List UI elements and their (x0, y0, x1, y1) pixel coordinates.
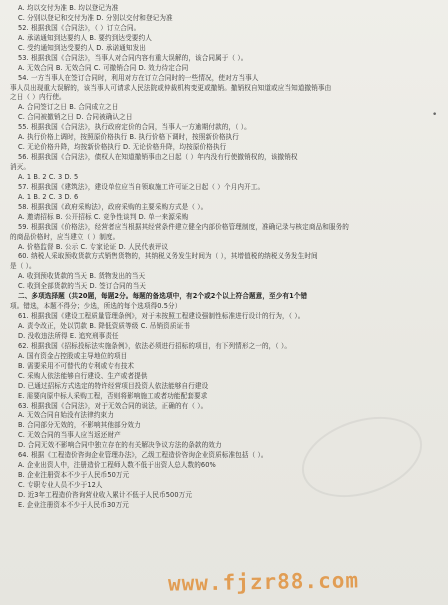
text-line: 64. 根据《工程造价咨询企业管理办法》，乙级工程造价咨询企业资质标准包括（ ）。 (18, 451, 268, 460)
text-line: 消灭。 (10, 163, 31, 171)
dot-mark-icon: • (432, 110, 438, 120)
text-line: B. 需要采用不可替代的专利或专有技术 (18, 361, 135, 370)
text-line: C. 无论价格升降，均按新价格执行 D. 无论价格升降，均按原价格执行 (18, 143, 227, 152)
text-line: A. 无效合同 B. 无效合同 C. 可撤销合同 D. 效力待定合同 (18, 63, 189, 72)
text-line: 项。错选，本题不得分；少选，所选的每个选项得0.5分） (10, 302, 182, 311)
text-line: E. 企业注册资本不少于人民币30万元 (18, 500, 129, 509)
text-line: B. 合同部分无效的，不影响其他部分效力 (18, 421, 141, 430)
text-line: A. 国有资金占控股或主导地位的项目 (18, 351, 128, 360)
text-line: 55. 根据我国《合同法》，执行政府定价的合同，当事人一方逾期付款的，（ ）。 (18, 123, 251, 132)
text-line: C. 采购人依法能够自行建设、生产或者提供 (18, 371, 148, 380)
text-line: 的商品价格时，应当建立（ ）制度。 (10, 232, 120, 241)
text-line: 之日（ ）内行使。 (10, 93, 66, 102)
text-line: 54. 一方当事人在签订合同时，利用对方在订立合同时的一些情况，使对方当事人 (18, 73, 259, 82)
text-line: 53. 根据我国《合同法》，当事人对合同内容有重大误解的，该合同属于（ ）。 (18, 53, 248, 62)
text-line: 61. 根据我国《建设工程质量管理条例》，对于未按照工程建设强制性标准进行设计的行为，（ ）。 (18, 312, 305, 321)
text-line: A. 1 B. 2 C. 3 D. 5 (18, 172, 79, 181)
text-line: A. 收到预收货款的当天 B. 货物发出的当天 (18, 272, 146, 281)
text-line: C. 受约通知到达受要约人 D. 承诺通知发出 (18, 43, 146, 52)
text-line: 63. 根据我国《合同法》，对于无效合同的说法，正确的有（ ）。 (18, 401, 208, 410)
text-line: 58. 根据我国《政府采购法》，政府采购的主要采购方式是（ ）。 (18, 202, 208, 211)
text-line: A. 企业出资人中，注册造价工程师人数不低于出资人总人数的60% (18, 461, 216, 470)
text-line: 是（ ）。 (10, 262, 36, 271)
text-line: 60. 纳税人采取预收货款方式销售货物的，其纳税义务发生时间为（ ），其增值税的纳税义务发生时间 (18, 252, 318, 261)
text-line: A. 执行价格上调时，按照原价格执行 B. 执行价格下调时，按照新价格执行 (18, 133, 239, 142)
text-line: A. 邀请招标 B. 公开招标 C. 竞争性谈判 D. 单一来源采购 (18, 212, 189, 221)
text-line: 62. 根据我国《招标投标法实施条例》，依法必须进行招标的项目，有下列情形之一的，（ ）。 (18, 341, 292, 350)
text-line: D. 已通过招标方式选定的特许经营项目投资人依法能够自行建设 (18, 381, 209, 390)
text-line: 57. 根据我国《建筑法》，建设单位应当自领取施工许可证之日起（ ）个月内开工。 (18, 182, 265, 191)
text-line: A. 价格监督 B. 公示 C. 专家论证 D. 人民代表评议 (18, 242, 169, 251)
text-line: A. 无效合同自始没有法律约束力 (18, 411, 114, 420)
text-line: C. 专职专业人员不少于12人 (18, 481, 103, 489)
watermark: www.fjzr88.com (167, 568, 360, 596)
text-line: B. 企业注册资本不少于人民币50万元 (18, 471, 130, 480)
text-line: A. 责令改正，处以罚款 B. 降低资质等级 C. 吊销资质证书 (18, 322, 190, 330)
text-line: 事人员出现重大误解的，该当事人可请求人民法院或仲裁机构变更或撤销。撤销权自知道或应当知道撤销事由 (10, 83, 332, 92)
text-line: C. 收到全部货款的当天 D. 签订合同的当天 (18, 282, 146, 291)
text-line: C. 分别以登记和交付为准 D. 分别以交付和登记为准 (18, 13, 173, 22)
text-line: D. 合同无效不影响合同中独立存在的有关解决争议方法的条款的效力 (18, 441, 222, 450)
text-line: D. 近3年工程造价咨询营业收入累计不低于人民币500万元 (18, 490, 193, 499)
text-line: C. 无效合同的当事人应当返还财产 (18, 431, 121, 440)
text-line: D. 没收违法所得 E. 追究刑事责任 (18, 331, 119, 340)
text-line: 56. 根据我国《合同法》，债权人在知道撤销事由之日起（ ）年内没有行使撤销权的，该撤销权 (18, 153, 298, 162)
text-line: A. 1 B. 2 C. 3 D. 6 (18, 192, 79, 201)
text-line: 二、多项选择题（共20题，每题2分。每题的备选项中，有2个或2个以上符合题意，至少有1个错 (18, 292, 308, 301)
text-line: 52. 根据我国《合同法》，（ ）订立合同。 (18, 23, 141, 32)
text-line: A. 承诺通知到达要约人 B. 要约到达受要约人 (18, 33, 152, 42)
text-line: A. 均以交付为准 B. 均以登记为准 (18, 4, 119, 12)
text-line: E. 需要向原中标人采购工程，否则将影响施工或者功能配套要求 (18, 391, 208, 400)
text-line: C. 合同被撤销之日 D. 合同被确认之日 (18, 113, 133, 122)
text-line: A. 合同签订之日 B. 合同成立之日 (18, 103, 119, 112)
text-line: 59. 根据我国《价格法》，经营者应当根据其经营条件建立健全内部价格管理制度，准确记录与核定商品和服务的 (18, 222, 349, 231)
